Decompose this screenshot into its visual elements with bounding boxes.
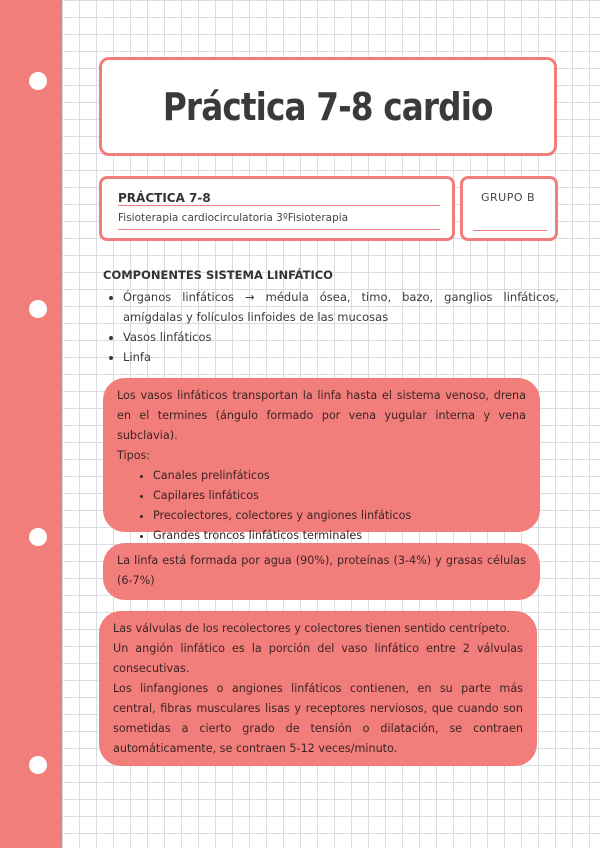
types-label: Tipos: xyxy=(117,449,151,462)
divider-line xyxy=(118,205,440,206)
list-item: • Precolectores, colectores y angiones linfáticos xyxy=(153,506,526,526)
title-box xyxy=(99,57,557,156)
list-item: • Canales prelinfáticos xyxy=(153,466,526,486)
practice-label: PRÁCTICA 7-8 xyxy=(118,191,211,205)
list-item: • Grandes troncos linfáticos terminales xyxy=(153,526,526,546)
lymph-composition-card xyxy=(103,543,540,600)
list-item: • Vasos linfáticos xyxy=(123,327,559,347)
divider-line xyxy=(118,229,440,230)
components-list xyxy=(103,287,559,367)
card-paragraph: Las válvulas de los recolectores y colectores tienen sentido centrípeto. xyxy=(113,622,510,635)
practice-info-box xyxy=(99,176,455,241)
list-item: • Capilares linfáticos xyxy=(153,486,526,506)
list-item: • Linfa xyxy=(123,347,559,367)
notebook-margin-strip xyxy=(0,0,62,848)
card-paragraph: La linfa está formada por agua (90%), proteínas (3-4%) y grasas células (6-7%) xyxy=(117,554,526,587)
card-paragraph: Los linfangiones o angiones linfáticos contienen, en su parte más central, fibras musculares lisas y receptores nerviosos, que cuando son sometidas a cierto grado de tensión o dilatación, se contraen automáticamente, se contraen 5-12 veces/minuto. xyxy=(113,682,523,755)
section-heading: COMPONENTES SISTEMA LINFÁTICO xyxy=(103,268,333,282)
types-list xyxy=(117,466,526,546)
binder-hole xyxy=(29,300,47,318)
subject-text: Fisioterapia cardiocirculatoria 3ºFisioterapia xyxy=(118,212,349,224)
page-title: Práctica 7-8 cardio xyxy=(163,84,493,129)
valves-card xyxy=(99,611,537,766)
binder-hole xyxy=(29,756,47,774)
list-item: • Órganos linfáticos → médula ósea, timo, bazo, ganglios linfáticos, amígdalas y folículos linfoides de las mucosas xyxy=(123,287,559,327)
card-paragraph: Los vasos linfáticos transportan la linfa hasta el sistema venoso, drena en el termines (ángulo formado por vena yugular interna y vena subclavia). xyxy=(117,389,526,442)
group-label: GRUPO B xyxy=(481,191,536,204)
binder-hole xyxy=(29,528,47,546)
card-paragraph: Un angión linfático es la porción del vaso linfático entre 2 válvulas consecutivas. xyxy=(113,642,523,675)
binder-hole xyxy=(29,72,47,90)
lymph-vessels-card xyxy=(103,378,540,542)
divider-line xyxy=(473,230,547,231)
group-box xyxy=(460,176,558,241)
